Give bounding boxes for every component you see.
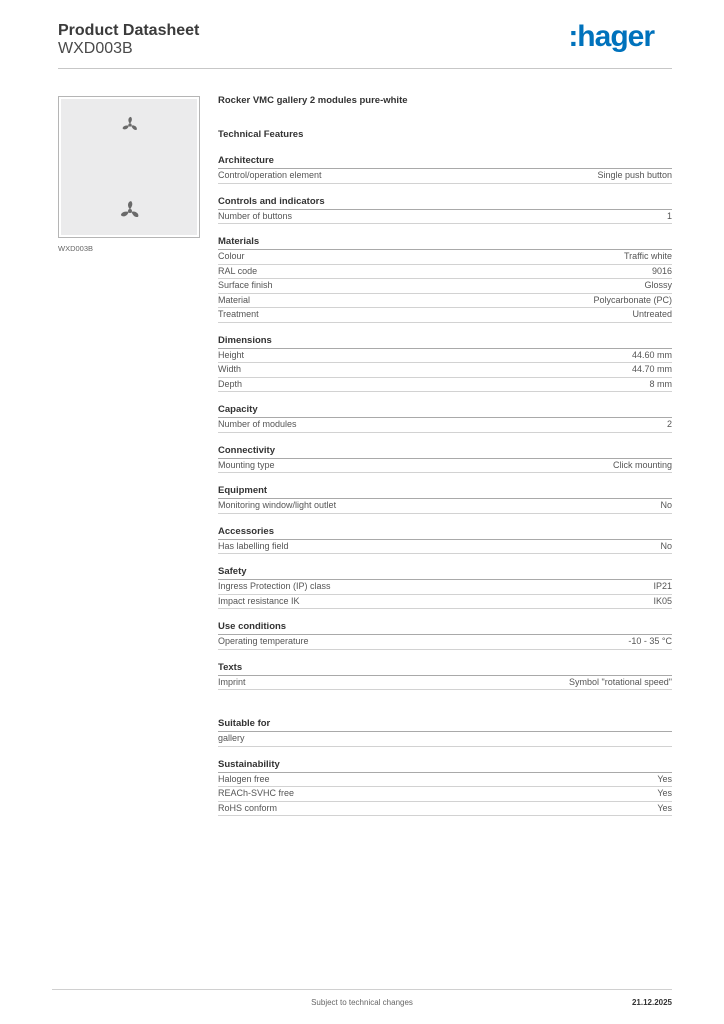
- spec-row: [218, 169, 672, 184]
- section-title: Accessories: [218, 526, 672, 540]
- spec-label: Impact resistance IK: [218, 595, 300, 606]
- spec-row: [218, 676, 672, 691]
- spec-row: [218, 378, 672, 393]
- spec-value: Yes: [657, 773, 672, 784]
- section-title: Suitable for: [218, 718, 672, 732]
- section-title: Dimensions: [218, 335, 672, 349]
- section-title: Safety: [218, 566, 672, 580]
- spec-row: [218, 349, 672, 364]
- spec-row: [218, 459, 672, 474]
- spec-label: RAL code: [218, 265, 258, 276]
- spec-label: gallery: [218, 733, 245, 743]
- header-divider: [58, 68, 672, 69]
- section: [218, 526, 672, 555]
- spec-value: 9016: [651, 265, 672, 276]
- spec-row: [218, 540, 672, 555]
- product-image: [58, 96, 200, 238]
- section: [218, 236, 672, 323]
- spec-value: Yes: [657, 802, 672, 813]
- spec-row: [218, 418, 672, 433]
- spec-value: No: [660, 540, 672, 551]
- section: [218, 445, 672, 474]
- spec-label: Monitoring window/light outlet: [218, 500, 337, 510]
- rocker-face: [61, 99, 197, 235]
- document-title: Product Datasheet: [58, 22, 200, 39]
- section: [218, 155, 672, 184]
- section-title: Materials: [218, 236, 672, 250]
- technical-features-title: Technical Features: [218, 129, 304, 140]
- spec-row: [218, 595, 672, 610]
- spec-label: Treatment: [218, 309, 259, 319]
- spec-label: Height: [218, 349, 245, 360]
- sustainability-section: [218, 759, 672, 817]
- spec-row: [218, 210, 672, 225]
- spec-value: IK05: [653, 595, 672, 606]
- fan-icon: [119, 200, 141, 222]
- spec-row: [218, 250, 672, 265]
- spec-value: Traffic white: [623, 251, 672, 261]
- spec-row: [218, 265, 672, 280]
- spec-value: Click mounting: [612, 459, 672, 470]
- technical-content: [218, 95, 672, 816]
- spec-label: Mounting type: [218, 459, 275, 470]
- spec-value: IP21: [653, 581, 672, 591]
- fan-icon: [121, 116, 139, 134]
- spec-row: [218, 635, 672, 650]
- footer-date: 21.12.2025: [631, 998, 672, 1007]
- spec-label: Operating temperature: [218, 636, 309, 646]
- spec-label: Surface finish: [218, 280, 273, 290]
- spec-value: Symbol "rotational speed": [569, 676, 672, 687]
- section-title: Equipment: [218, 485, 672, 499]
- spec-label: REACh-SVHC free: [218, 788, 295, 798]
- spec-label: Number of buttons: [218, 210, 293, 221]
- spec-value: 44.60 mm: [631, 349, 672, 360]
- spec-value: 1: [666, 210, 672, 221]
- product-code: WXD003B: [58, 40, 133, 57]
- hager-logo: :hager: [568, 20, 654, 53]
- spec-label: RoHS conform: [218, 802, 278, 813]
- spec-row: [218, 773, 672, 788]
- feature-sections: [218, 155, 672, 690]
- section-title: Connectivity: [218, 445, 672, 459]
- spec-label: Ingress Protection (IP) class: [218, 581, 331, 591]
- spec-row: [218, 732, 672, 747]
- spec-label: Imprint: [218, 676, 246, 687]
- section: [218, 718, 672, 747]
- spec-row: [218, 308, 672, 323]
- spec-value: -10 - 35 °C: [628, 636, 672, 646]
- spec-row: [218, 802, 672, 817]
- spec-label: Has labelling field: [218, 540, 289, 551]
- spec-value: Untreated: [632, 309, 672, 319]
- spec-row: [218, 294, 672, 309]
- section-title: Architecture: [218, 155, 672, 169]
- footer-divider: [52, 989, 672, 990]
- section-title: Capacity: [218, 404, 672, 418]
- section: [218, 404, 672, 433]
- section: [218, 335, 672, 393]
- section-title: Sustainability: [218, 759, 672, 773]
- section: [218, 621, 672, 650]
- spec-value: 44.70 mm: [631, 364, 672, 374]
- spec-row: [218, 363, 672, 378]
- section-title: Controls and indicators: [218, 196, 672, 210]
- spec-value: Single push button: [597, 170, 672, 180]
- section: [218, 485, 672, 514]
- spec-value: 2: [666, 419, 672, 429]
- suitable-for-section: [218, 718, 672, 747]
- page-header: [58, 22, 672, 68]
- spec-row: [218, 279, 672, 294]
- spec-label: Width: [218, 364, 242, 374]
- spec-row: [218, 787, 672, 802]
- spec-row: [218, 499, 672, 514]
- spec-value: Glossy: [644, 280, 672, 290]
- footer-note: Subject to technical changes: [311, 998, 413, 1007]
- spec-label: Halogen free: [218, 773, 270, 784]
- image-caption: WXD003B: [58, 244, 94, 253]
- spec-label: Colour: [218, 251, 245, 261]
- section: [218, 566, 672, 609]
- section-title: Texts: [218, 662, 672, 676]
- spec-label: Control/operation element: [218, 170, 322, 180]
- section: [218, 662, 672, 691]
- spec-value: No: [660, 500, 672, 510]
- section-title: Use conditions: [218, 621, 672, 635]
- spec-label: Depth: [218, 378, 243, 389]
- spec-value: Yes: [657, 788, 672, 798]
- spec-label: Number of modules: [218, 419, 297, 429]
- product-name: Rocker VMC gallery 2 modules pure-white: [218, 95, 408, 106]
- spec-value: 8 mm: [649, 378, 672, 389]
- spec-row: [218, 580, 672, 595]
- spec-label: Material: [218, 294, 251, 305]
- section: [218, 196, 672, 225]
- section: [218, 759, 672, 817]
- spec-value: Polycarbonate (PC): [593, 294, 672, 305]
